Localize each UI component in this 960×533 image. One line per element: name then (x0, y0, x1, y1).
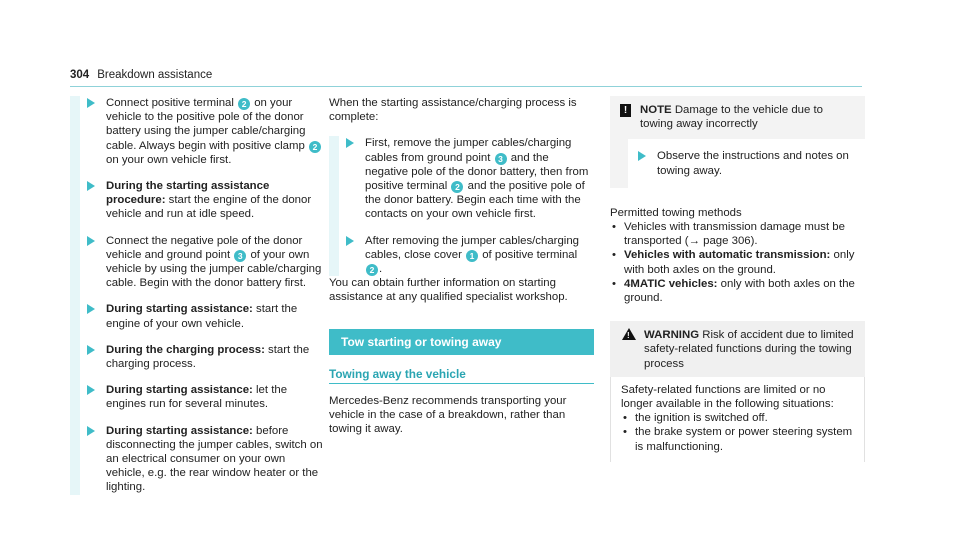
column-1 (70, 96, 325, 495)
notice-title: ! NOTE Damage to the vehicle due to towing away incorrectly (610, 96, 865, 139)
exclamation-icon: ! (620, 104, 631, 117)
callout-number: 3 (234, 250, 246, 262)
step-arrow-icon (346, 236, 354, 246)
permitted-title: Permitted towing methods (610, 206, 742, 219)
column-3 (610, 96, 865, 462)
step-item: First, remove the jumper cables/charging cables from ground point 3 and the negative pole of the donor battery, then from positive terminal 2 and the positive pole of the donor battery. Begin each time with the contacts on your own vehicle first. (346, 136, 594, 233)
step-item: Connect positive terminal 2 on your vehicle to the positive pole of the donor battery using the jumper cable/charging cable. Always begin with positive clamp 2 on your own vehicle first. (87, 96, 325, 179)
step-item: During the charging process: start the charging process. (87, 343, 325, 383)
header-rule (70, 86, 862, 87)
step-list (70, 96, 325, 495)
section-title-bar: Tow starting or towing away (329, 329, 594, 355)
step-arrow-icon (87, 345, 95, 355)
list-item: • Vehicles with automatic transmission: only with both axles on the ground. (610, 248, 865, 276)
callout-number: 1 (466, 250, 478, 262)
notice-body (610, 139, 865, 187)
warning-list (621, 411, 854, 454)
step-item: After removing the jumper cables/charging cables, close cover 1 of positive terminal 2 . (346, 234, 594, 277)
callout-number: 3 (495, 153, 507, 165)
step-arrow-icon (87, 426, 95, 436)
column-2 (329, 96, 594, 436)
warning-box (610, 321, 865, 462)
warning-triangle-icon: ! (622, 328, 636, 340)
intro-text: When the starting assistance/charging process is complete: (329, 97, 577, 124)
warning-label: WARNING (644, 329, 700, 342)
step-item: During starting assistance: let the engines run for several minutes. (87, 383, 325, 423)
callout-number: 2 (238, 98, 250, 110)
step-item: Observe the instructions and notes on towing away. (638, 149, 855, 177)
towing-text: Mercedes-Benz recommends transporting your vehicle in the case of a breakdown, rather than towing it away. (329, 394, 567, 436)
step-arrow-icon (638, 151, 646, 161)
callout-number: 2 (309, 141, 321, 153)
warning-body: Safety-related functions are limited or no longer available in the following situations: • the ignition is switched off. • the brake system or power steering system is malfunctioning. (610, 377, 865, 462)
list-item: • 4MATIC vehicles: only with both axles on the ground. (610, 277, 865, 305)
subheading: Towing away the vehicle (329, 367, 594, 384)
list-item: • Vehicles with transmission damage must be transported (→ page 306). (610, 220, 865, 248)
callout-number: 2 (451, 181, 463, 193)
permitted-list (610, 220, 865, 305)
list-item: • the brake system or power steering system is malfunctioning. (621, 425, 854, 453)
step-item: During starting assistance: start the engine of your own vehicle. (87, 302, 325, 342)
warning-title: ! WARNING Risk of accident due to limited safety-related functions during the towing process (610, 321, 865, 377)
step-arrow-icon (87, 304, 95, 314)
section-name: Breakdown assistance (97, 69, 213, 81)
step-item: During the starting assistance procedure: start the engine of the donor vehicle and run at idle speed. (87, 179, 325, 234)
step-item: During starting assistance: before disconnecting the jumper cables, switch on an electrical consumer on your own vehicle, e.g. the rear window heater or the lighting. (87, 424, 325, 495)
step-arrow-icon (87, 236, 95, 246)
further-info-text: You can obtain further information on starting assistance at any qualified specialist workshop. (329, 277, 568, 304)
step-arrow-icon (346, 138, 354, 148)
step-item: Connect the negative pole of the donor vehicle and ground point 3 of your own vehicle by using the jumper cable/charging cable. Begin with the donor battery first. (87, 234, 325, 303)
callout-number: 2 (366, 264, 378, 276)
step-arrow-icon (87, 98, 95, 108)
step-list (329, 136, 594, 276)
step-arrow-icon (87, 181, 95, 191)
page-header (70, 68, 212, 82)
step-arrow-icon (87, 385, 95, 395)
notice-box (610, 96, 865, 188)
list-item: • the ignition is switched off. (621, 411, 854, 425)
notice-label: NOTE (640, 104, 672, 116)
page-number: 304 (70, 69, 90, 81)
